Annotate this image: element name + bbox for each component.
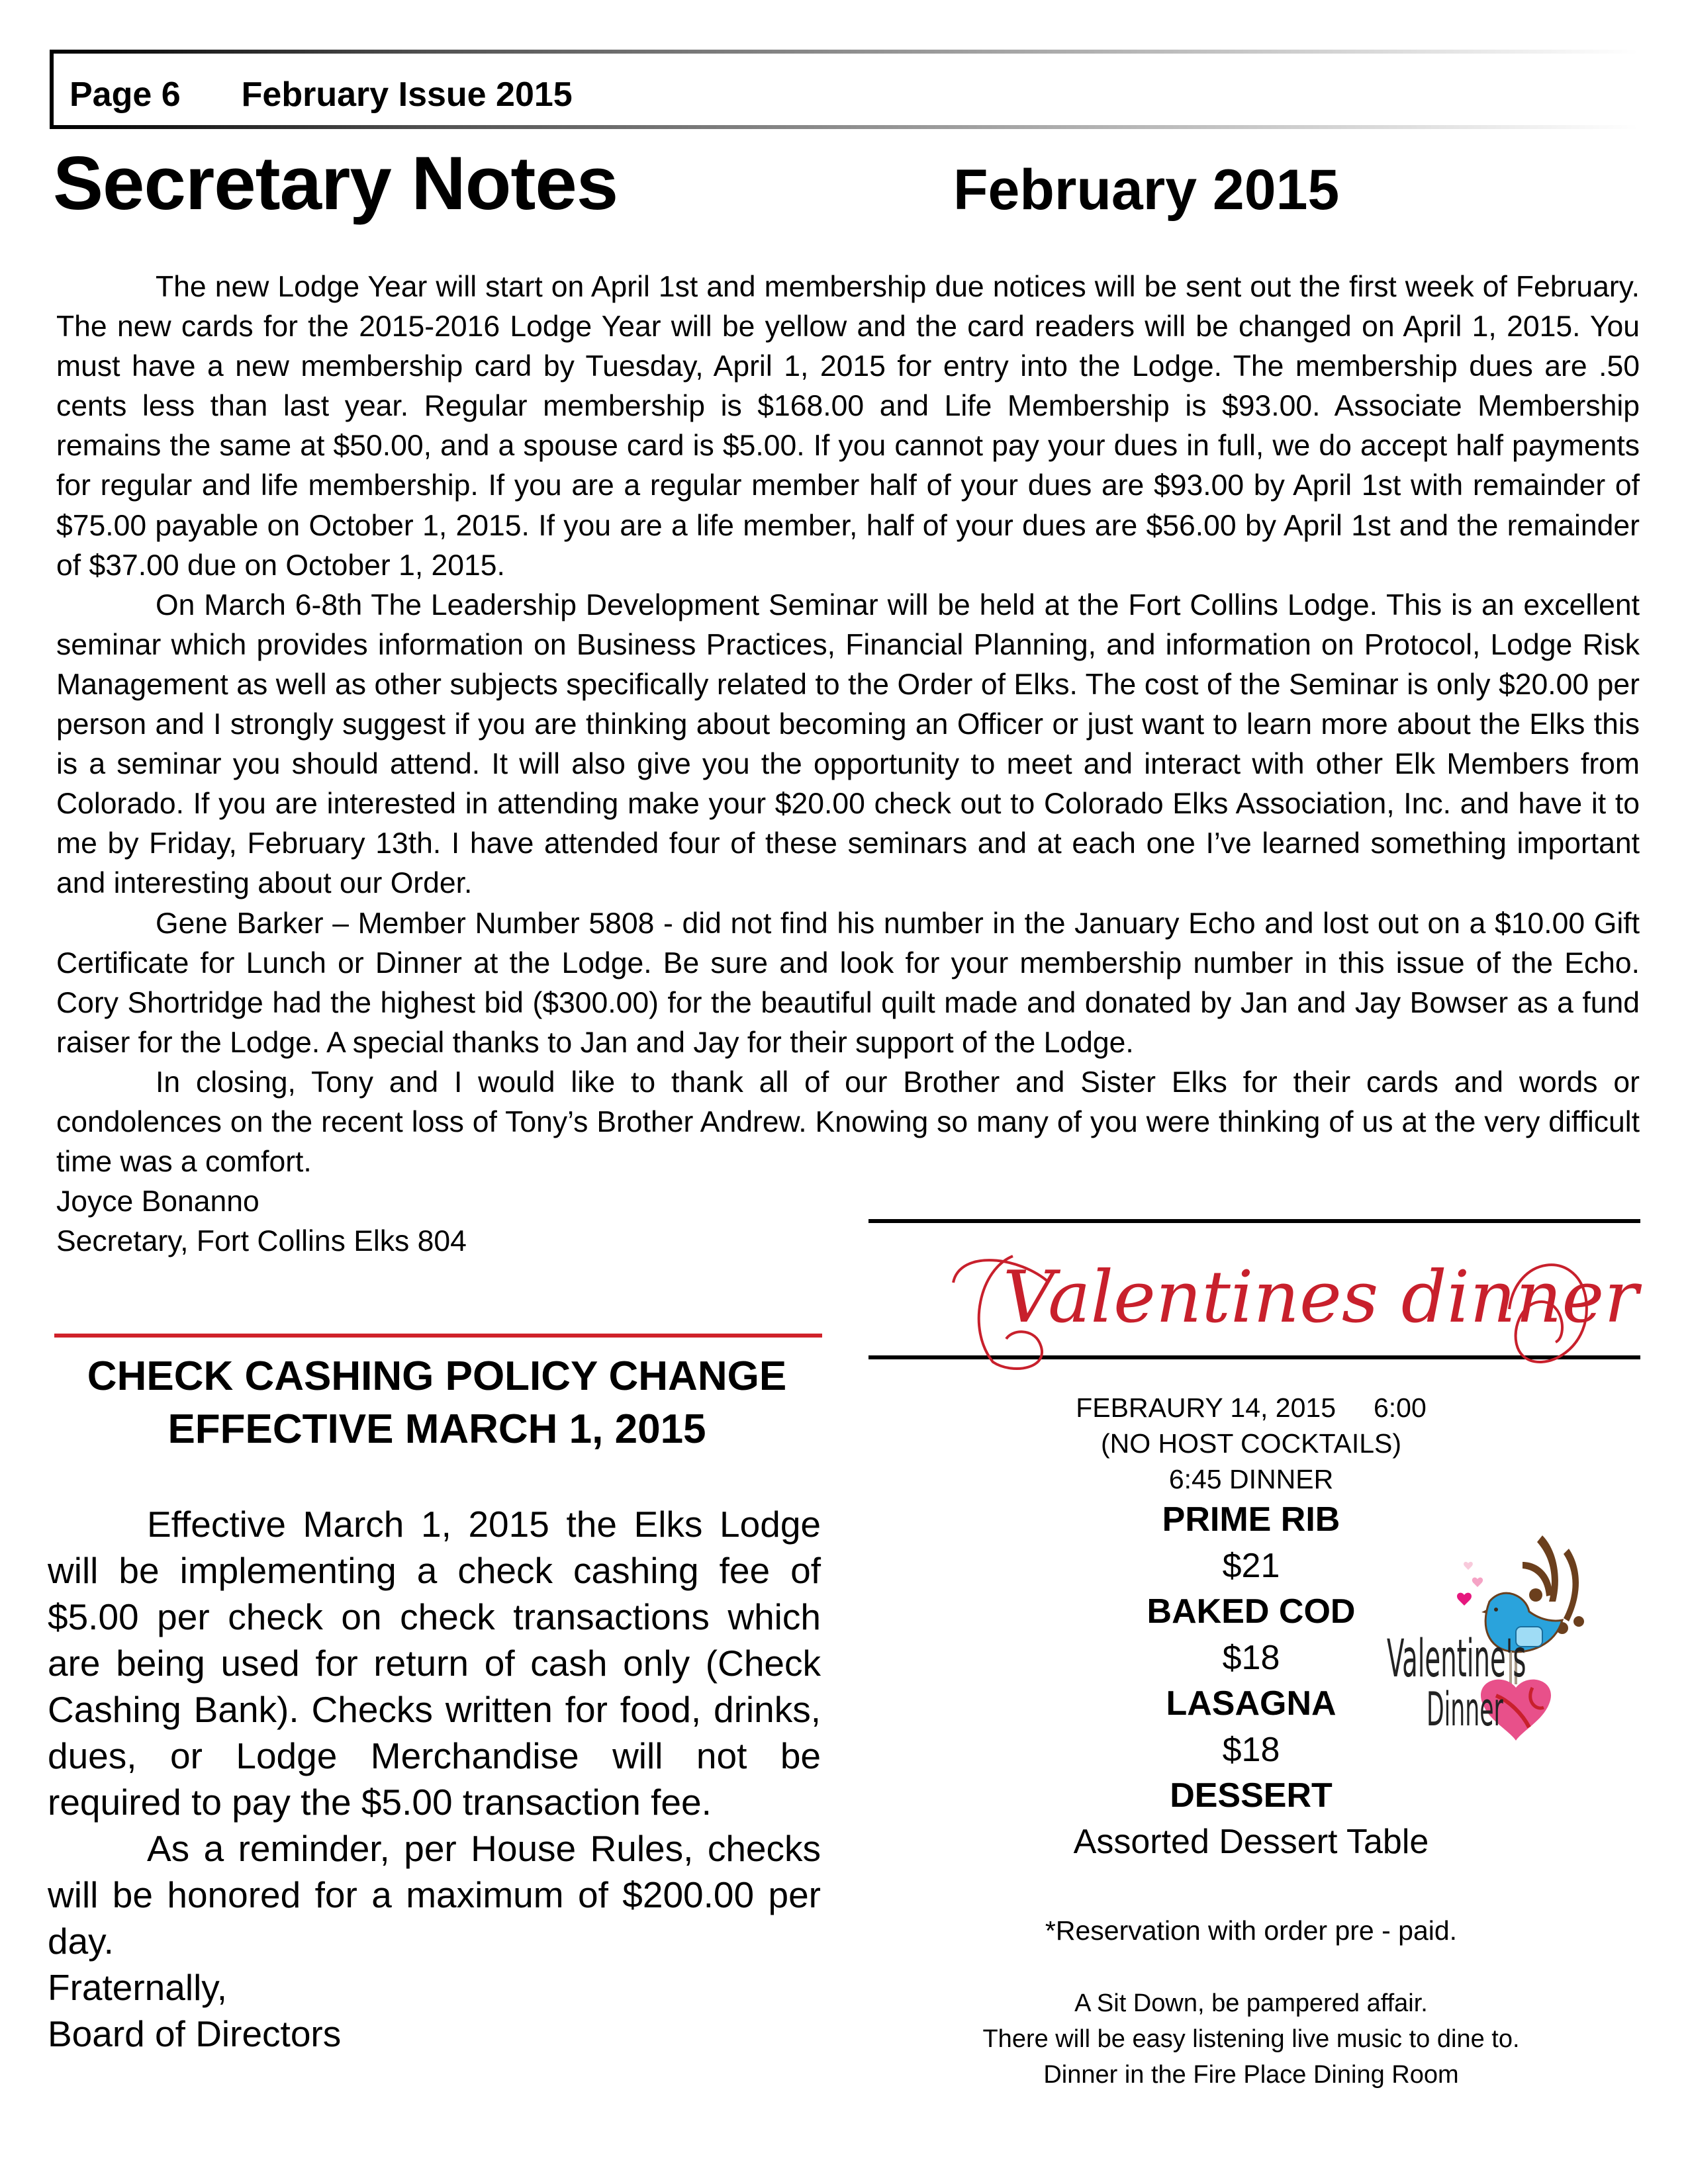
reservation-note: *Reservation with order pre - paid. <box>1045 1915 1458 1946</box>
article-date: February 2015 <box>953 158 1340 222</box>
paragraph: The new Lodge Year will start on April 1st and membership due notices will be sent out the first week of February. The new cards for the 2015-2016 Lodge Year will be yellow and the card readers will be changed on April 1, 2015. You must have a new membership card by Tuesday, April 1, 2015 for entry into the Lodge. The membership dues are .50 cents less than last year. Regular membership is $168.00 and Life Membership is $93.00. Associate Membership remains the same at $50.00, and a spouse card is $5.00. If you cannot pay your dues in full, we do accept half payments for regular and life membership. If you are a regular member half of your dues are $93.00 by April 1st with remainder of $75.00 payable on October 1, 2015. If you are a life member, half of your dues are $56.00 by April 1st and the remainder of $37.00 due on October 1, 2015. <box>56 271 1640 582</box>
paragraph: On March 6-8th The Leadership Development Seminar will be held at the Fort Collins Lodge. This is an excellent seminar which provides information on Business Practices, Financial Planning, and information on Protocol, Lodge Risk Management as well as other subjects specifically related to the Order of Elks. The cost of the Seminar is only $20.00 per person and I strongly suggest if you are thinking about becoming an Officer or just want to learn more about the Elks this is a seminar you should attend. It will also give you the opportunity to meet and interact with other Elk Members from Colorado. If you are interested in attending make your $20.00 check out to Colorado Elks Association, Inc. and have it to me by Friday, February 13th. I have attended four of these seminars and at each one I’ve learned something important and interesting about our Order. <box>56 588 1640 900</box>
heading-line: EFFECTIVE MARCH 1, 2015 <box>167 1406 706 1452</box>
menu-item: LASAGNA <box>1166 1684 1336 1723</box>
header-left-rule <box>50 50 54 129</box>
menu-item: PRIME RIB <box>1162 1500 1340 1539</box>
signature-title: Secretary, Fort Collins Elks 804 <box>56 1225 467 1258</box>
valentines-title <box>940 1243 1638 1375</box>
paragraph: Gene Barker – Member Number 5808 - did not find his number in the January Echo and lost out on a $10.00 Gift Certificate for Lunch or Dinner at the Lodge. Be sure and look for your membership number in this issue of the Echo. Cory Shortridge had the highest bid ($300.00) for the beautiful quilt made and donated by Jan and Jay Bowser as a fund raiser for the Lodge. A special thanks to Jan and Jay for their support of the Lodge. <box>56 907 1640 1059</box>
footer-line: A Sit Down, be pampered affair. <box>1074 1989 1428 2017</box>
check-cashing-body <box>48 1501 821 2057</box>
secretary-notes-body <box>56 267 1640 1261</box>
paragraph: In closing, Tony and I would like to thank all of our Brother and Sister Elks for their cards and words or condolences on the recent loss of Tony’s Brother Andrew. Knowing so many of you were thinking of us at the very difficult time was a comfort. <box>56 1066 1640 1179</box>
valentines-info <box>861 1390 1642 1497</box>
page-header <box>50 50 1638 129</box>
check-cashing-heading <box>50 1350 824 1456</box>
header-bottom-rule <box>50 125 1638 129</box>
menu-price: $18 <box>1222 1731 1280 1769</box>
menu-item: DESSERT <box>1170 1776 1333 1815</box>
valentines-top-rule <box>868 1219 1640 1223</box>
footer-line: Dinner in the Fire Place Dining Room <box>1043 2061 1459 2089</box>
header-text <box>70 75 573 114</box>
paragraph: As a reminder, per House Rules, checks will be honored for a maximum of $200.00 per day. <box>48 1828 821 1962</box>
menu-description: Assorted Dessert Table <box>1073 1823 1429 1861</box>
paragraph: Effective March 1, 2015 the Elks Lodge will be implementing a check cashing fee of $5.00 per check on check transactions which are being used for return of cash only (Check Cashing Bank). Checks written for food, drinks, dues, or Lodge Merchandise will not be required to pay the $5.00 transaction fee. <box>48 1504 821 1823</box>
signature-name: Joyce Bonanno <box>56 1185 259 1218</box>
footer-line: There will be easy listening live music to dine to. <box>982 2025 1520 2053</box>
menu-item: BAKED COD <box>1147 1592 1356 1631</box>
menu-price: $18 <box>1222 1639 1280 1677</box>
dinner-time: 6:45 DINNER <box>1168 1464 1334 1494</box>
valentines-footer <box>861 1985 1642 2093</box>
clipart-caption-line1: Valentine's <box>1387 1629 1526 1689</box>
event-date: FEBRAURY 14, 2015 6:00 <box>1076 1392 1427 1423</box>
article-title: Secretary Notes <box>53 142 618 226</box>
menu-price: $21 <box>1222 1547 1280 1585</box>
header-top-rule <box>50 50 1638 54</box>
closing: Fraternally, <box>48 1967 227 2008</box>
signed-by: Board of Directors <box>48 2013 342 2054</box>
section-divider <box>54 1334 822 1338</box>
valentines-title-text: Valentines dinner <box>1003 1256 1638 1339</box>
page-number: Page 6 <box>70 75 181 114</box>
clipart-caption-line2: Dinner <box>1427 1682 1503 1737</box>
heading-line: CHECK CASHING POLICY CHANGE <box>87 1353 787 1399</box>
valentines-clipart <box>1387 1522 1589 1741</box>
cocktails-note: (NO HOST COCKTAILS) <box>1100 1428 1402 1459</box>
issue-label: February Issue 2015 <box>241 75 573 114</box>
